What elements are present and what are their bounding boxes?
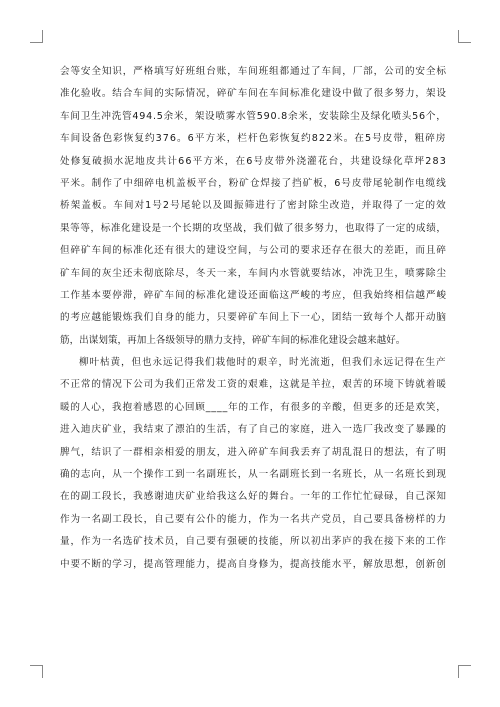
text-line: 进 入 迪 庆 矿 业 ， 我 结 束 了 漂 泊 的 生 活 ， 有 了 自 己 的 家 庭 ， 进 入 一 选 厂 我 改 变 了 暴 躁 的	[60, 424, 446, 436]
text-line: 桥 架 盖 板 。 车 间 对 1 号 2 号 尾 轮 以 及 圆 振 筛 进 行 了 密 封 除 尘 改 造 ， 并 取 得 了 一 定 的 效	[60, 200, 446, 212]
text-line: 筋，出谋划策，再加上各级领导的鼎力支持，碎矿车间的标准化建设会越来越好。	[60, 334, 406, 346]
text-line: 处 修 复 破 损 水 泥 地 皮 共 计 6 6 平 方 米 ， 在 6 号 皮 带 外 浇 灌 花 台 ， 共 建 设 绿 化 草 坪 2 8 3	[60, 155, 446, 167]
text-line: 平 米 。 制 作 了 中 细 碎 电 机 盖 板 平 台 ， 粉 矿 仓 焊 接 了 挡 矿 板 ， 6 号 皮 带 尾 轮 制 作 电 缆 线	[60, 177, 446, 189]
crop-mark-top-left	[30, 30, 43, 43]
text-line: 会 等 安 全 知 识 ， 严 格 填 写 好 班 组 台 账 ， 车 间 班 组 都 通 过 了 车 间 ， 厂 部 ， 公 司 的 安 全 标	[60, 66, 446, 77]
text-line: 在 的 副 工 段 长 ， 我 感 谢 迪 庆 矿 业 给 我 这 么 好 的 舞 台 。 一 年 的 工 作 忙 忙 碌 碌 ， 自 己 深 知	[60, 491, 446, 503]
text-line: 的 考 应 越 能 锻 炼 我 们 自 身 的 能 力 ， 只 要 碎 矿 车 间 上 下 一 心 ， 团 结 一 致 每 个 人 都 开 动 脑	[60, 312, 446, 324]
text-line: 工 作 基 本 要 停 滞 ， 碎 矿 车 间 的 标 准 化 建 设 还 面 临 这 严 峻 的 考 应 ， 但 我 始 终 相 信 越 严 峻	[60, 289, 446, 301]
text-line: 车 间 卫 生 冲 洗 管 4 9 4 . 5 余 米 ， 架 设 喷 雾 水 管 5 9 0 . 8 余 米 ， 安 装 除 尘 及 绿 化 喷 头 5 6 个 ，	[60, 110, 446, 122]
text-line: 车 间 设 备 色 彩 恢 复 约 3 7 6 。 6 平 方 米 ， 栏 杆 色 彩 恢 复 约 8 2 2 米 。 在 5 号 皮 带 ， 粗 碎 房	[60, 133, 446, 145]
text-line: 脾 气 ， 结 识 了 一 群 相 亲 相 爱 的 朋 友 ， 进 入 碎 矿 车 间 我 丢 弃 了 胡 乱 混 日 的 想 法 ， 有 了 明	[60, 446, 446, 458]
text-line: 柳 叶 枯 黄 ， 但 也 永 远 记 得 我 们 栽 他 时 的 艰 辛 ， 时 光 流 逝 ， 但 我 们 永 远 记 得 在 生 产	[79, 357, 446, 369]
text-line: 不 正 常 的 情 况 下 公 司 为 我 们 正 常 发 工 资 的 艰 难 ， 这 就 是 羊 拉 ， 艰 苦 的 环 境 下 铸 就 着 暖	[60, 379, 446, 391]
text-line: 果 等 等 ， 标 准 化 建 设 是 一 个 长 期 的 攻 坚 战 ， 我 们 做 了 很 多 努 力 ， 也 取 得 了 一 定 的 成 绩 ，	[60, 222, 446, 234]
crop-mark-bottom-left	[30, 665, 43, 678]
text-line: 作 为 一 名 副 工 段 长 ， 自 己 要 有 公 仆 的 能 力 ， 作 为 一 名 共 产 党 员 ， 自 己 要 具 备 榜 样 的 力	[60, 513, 446, 525]
text-line: 中 要 不 断 的 学 习 ， 提 高 管 理 能 力 ， 提 高 自 身 修 为 ， 提 高 技 能 水 平 ， 解 放 思 想 ， 创 新 创	[60, 558, 446, 570]
text-line: 确 的 志 向 ， 从 一 个 操 作 工 到 一 名 副 班 长 ， 从 一 名 副 班 长 到 一 名 班 长 ， 从 一 名 班 长 到 现	[60, 469, 446, 481]
body-text	[60, 61, 446, 576]
text-line: 准 化 验 收 。 结 合 车 间 的 实 际 情 况 ， 碎 矿 车 间 在 车 间 标 准 化 建 设 中 做 了 很 多 努 力 ， 架 设	[60, 88, 446, 100]
text-line: 量 ， 作 为 一 名 选 矿 技 术 员 ， 自 己 要 有 强 硬 的 技 能 ， 所 以 初 出 茅 庐 的 我 在 接 下 来 的 工 作	[60, 536, 446, 548]
text-line: 暖 的 人 心 ， 我 抱 着 感 恩 的 心 回 顾 _ _ _ _ 年 的 工 作 ， 有 很 多 的 辛 酸 ， 但 更 多 的 还 是 欢 笑 ，	[60, 401, 446, 413]
crop-mark-top-right	[458, 30, 471, 43]
text-line: 矿 车 间 的 灰 尘 还 未 彻 底 除 尽 ， 冬 天 一 来 ， 车 间 内 水 管 就 要 结 冰 ， 冲 洗 卫 生 ， 喷 雾 除 尘	[60, 267, 446, 279]
crop-mark-bottom-right	[458, 665, 471, 678]
text-line: 但 碎 矿 车 间 的 标 准 化 还 有 很 大 的 建 设 空 间 ， 与 公 司 的 要 求 还 存 在 很 大 的 差 距 ， 而 且 碎	[60, 245, 446, 257]
